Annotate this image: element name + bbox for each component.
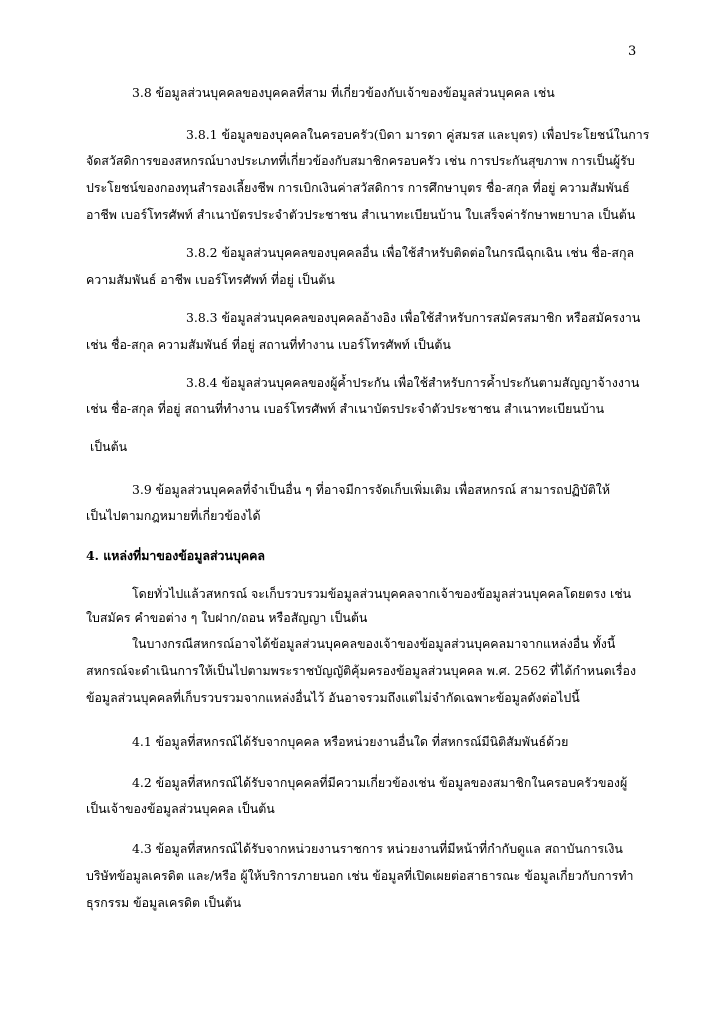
text-line: โดยทั่วไปแล้วสหกรณ์ จะเก็บรวบรวมข้อมูลส่วนบุคคลจากเจ้าของข้อมูลส่วนบุคคลโดยตรง เช่น — [132, 586, 632, 601]
text-line: สหกรณ์จะดำเนินการให้เป็นไปตามพระราชบัญญัติคุ้มครองข้อมูลส่วนบุคคล พ.ศ. 2562 ที่ได้กำหนดเรื่อง — [86, 663, 636, 678]
text-line: 4.3 ข้อมูลที่สหกรณ์ได้รับจากหน่วยงานราชการ หน่วยงานที่มีหน้าที่กำกับดูแล สถาบันการเงิน — [132, 841, 623, 856]
page-number: 3 — [628, 44, 637, 59]
text-line: เช่น ชื่อ-สกุล ความสัมพันธ์ ที่อยู่ สถานที่ทำงาน เบอร์โทรศัพท์ เป็นต้น — [86, 337, 451, 352]
text-line: ธุรกรรม ข้อมูลเครดิต เป็นต้น — [86, 895, 242, 910]
text-line: จัดสวัสดิการของสหกรณ์บางประเภทที่เกี่ยวข้องกับสมาชิกครอบครัว เช่น การประกันสุขภาพ การเป็นผู้รับ — [86, 153, 635, 168]
text-line: 3.8.1 ข้อมูลของบุคคลในครอบครัว(บิดา มารดา คู่สมรส และบุตร) เพื่อประโยชน์ในการ — [186, 127, 650, 142]
text-line: 4.1 ข้อมูลที่สหกรณ์ได้รับจากบุคคล หรือหน่วยงานอื่นใด ที่สหกรณ์มีนิติสัมพันธ์ด้วย — [132, 734, 569, 749]
text-line: เป็นไปตามกฎหมายที่เกี่ยวข้องได้ — [86, 508, 261, 523]
text-line: อาชีพ เบอร์โทรศัพท์ สำเนาบัตรประจำตัวประชาชน สำเนาทะเบียนบ้าน ใบเสร็จค่ารักษาพยาบาล เป็นต้น — [86, 207, 636, 222]
text-line: ใบสมัคร คำขอต่าง ๆ ใบฝาก/ถอน หรือสัญญา เป็นต้น — [86, 610, 368, 625]
text-line: เช่น ชื่อ-สกุล ที่อยู่ สถานที่ทำงาน เบอร์โทรศัพท์ สำเนาบัตรประจำตัวประชาชน สำเนาทะเบียนบ้าน — [86, 401, 605, 416]
text-line: บริษัทข้อมูลเครดิต และ/หรือ ผู้ให้บริการภายนอก เช่น ข้อมูลที่เปิดเผยต่อสาธารณะ ข้อมูลเกี่ยวกับการทำ — [86, 868, 634, 883]
text-line: ประโยชน์ของกองทุนสำรองเลี้ยงชีพ การเบิกเงินค่าสวัสดิการ การศึกษาบุตร ชื่อ-สกุล ที่อยู่ ความสัมพันธ์ — [86, 180, 630, 195]
text-line: เป็นต้น — [90, 439, 128, 454]
text-line: ข้อมูลส่วนบุคคลที่เก็บรวบรวมจากแหล่งอื่นไว้ อันอาจรวมถึงแต่ไม่จำกัดเฉพาะข้อมูลดังต่อไปนี้ — [86, 690, 580, 705]
text-line: 3.8.3 ข้อมูลส่วนบุคคลของบุคคลอ้างอิง เพื่อใช้สำหรับการสมัครสมาชิก หรือสมัครงาน — [186, 310, 641, 325]
section-heading: 4. แหล่งที่มาของข้อมูลส่วนบุคคล — [86, 548, 265, 563]
text-line: เป็นเจ้าของข้อมูลส่วนบุคคล เป็นต้น — [86, 801, 275, 816]
text-line: 3.9 ข้อมูลส่วนบุคคลที่จำเป็นอื่น ๆ ที่อาจมีการจัดเก็บเพิ่มเติม เพื่อสหกรณ์ สามารถปฏิบัติให้ — [132, 482, 611, 497]
text-line: 3.8.4 ข้อมูลส่วนบุคคลของผู้ค้ำประกัน เพื่อใช้สำหรับการค้ำประกันตามสัญญาจ้างงาน — [186, 375, 640, 390]
text-line: 3.8 ข้อมูลส่วนบุคคลของบุคคลที่สาม ที่เกี่ยวข้องกับเจ้าของข้อมูลส่วนบุคคล เช่น — [132, 85, 555, 100]
text-line: 3.8.2 ข้อมูลส่วนบุคคลของบุคคลอื่น เพื่อใช้สำหรับติดต่อในกรณีฉุกเฉิน เช่น ชื่อ-สกุล — [186, 245, 635, 260]
text-line: ความสัมพันธ์ อาชีพ เบอร์โทรศัพท์ ที่อยู่ เป็นต้น — [86, 272, 335, 287]
text-line: ในบางกรณีสหกรณ์อาจได้ข้อมูลส่วนบุคคลของเจ้าของข้อมูลส่วนบุคคลมาจากแหล่งอื่น ทั้งนี้ — [132, 636, 616, 651]
text-line: 4.2 ข้อมูลที่สหกรณ์ได้รับจากบุคคลที่มีความเกี่ยวข้องเช่น ข้อมูลของสมาชิกในครอบครัวของผู้ — [132, 775, 628, 790]
